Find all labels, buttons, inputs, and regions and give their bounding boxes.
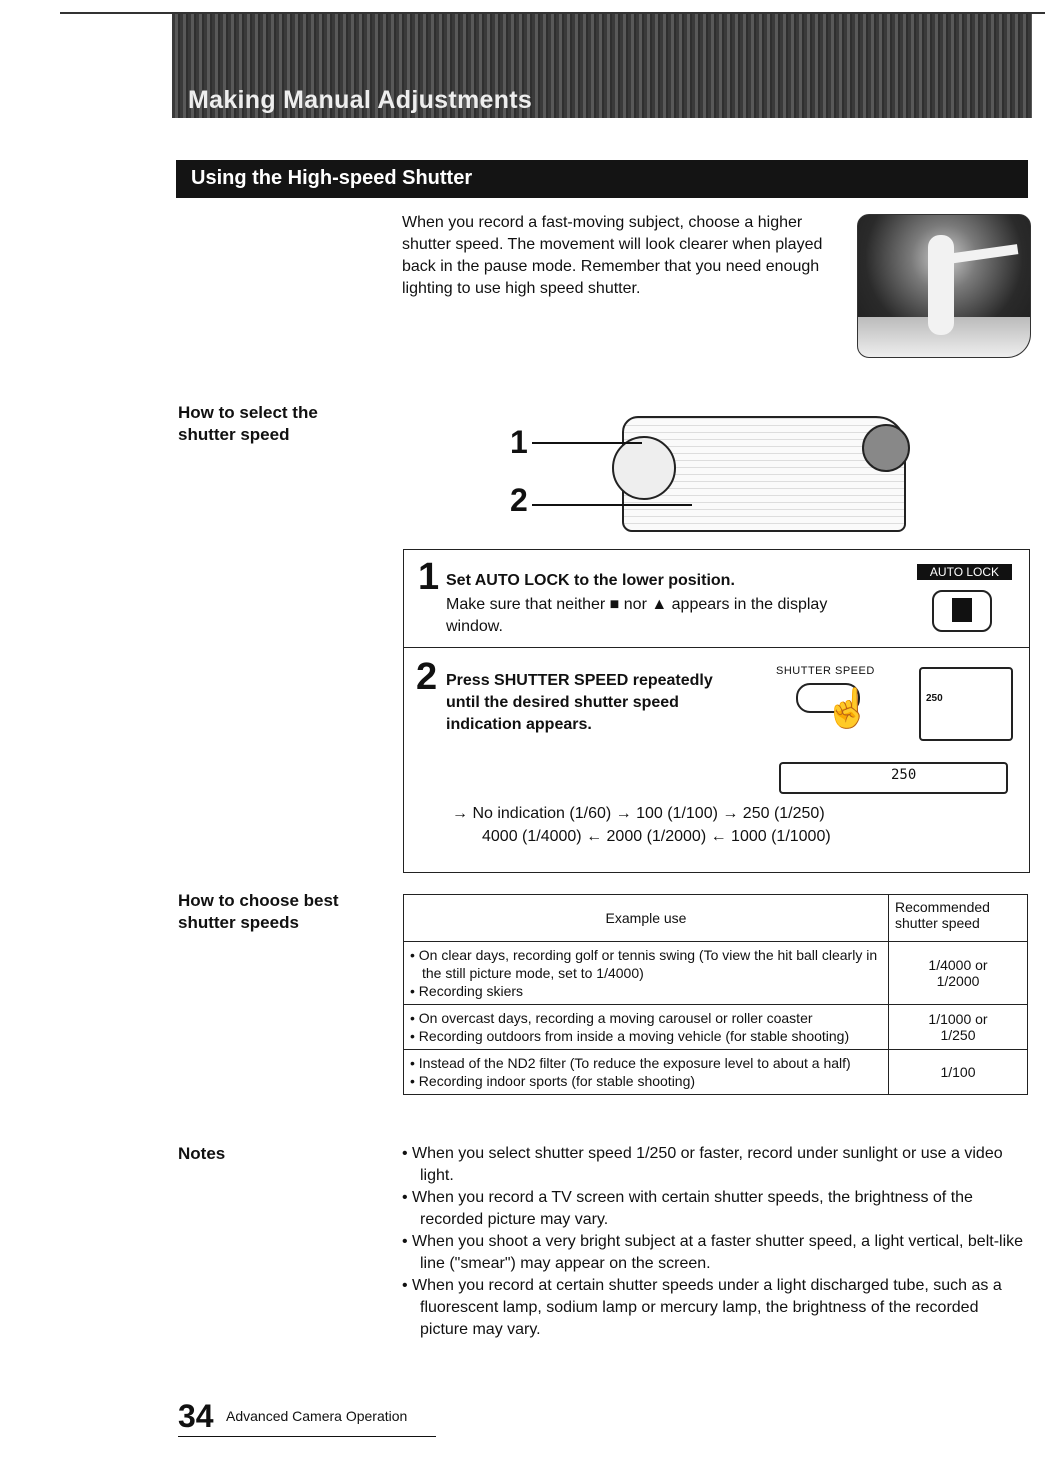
side-label-line: How to choose best	[178, 891, 339, 910]
table-cell-speed	[889, 1005, 1028, 1050]
portrait-mode-icon: ▲	[651, 596, 668, 613]
side-label-notes: Notes	[178, 1144, 226, 1163]
table-header-row	[404, 895, 1028, 942]
camera-mode-icon: ■	[609, 596, 620, 613]
cycle-line-1: → No indication (1/60) → 100 (1/100) → 250 (1/250)	[452, 805, 825, 822]
note-item: • When you record a TV screen with certain shutter speeds, the brightness of the recorded picture may vary.	[402, 1189, 973, 1228]
step-2-number: 2	[416, 656, 438, 698]
use-item: • On clear days, recording golf or tennis swing (To view the hit ball clearly in the still picture mode, set to 1/4000)	[410, 947, 878, 981]
table-row	[404, 1005, 1028, 1050]
photo-figure-arm	[948, 244, 1019, 264]
side-label-line: How to select the	[178, 403, 318, 422]
table-cell-use	[404, 1050, 889, 1095]
camcorder-illustration	[502, 406, 922, 531]
step-1-body	[446, 594, 906, 638]
shutter-speed-button-label: SHUTTER SPEED	[776, 665, 875, 677]
use-item: • Instead of the ND2 filter (To reduce the exposure level to about a half)	[410, 1055, 851, 1071]
speed-value: 1/250	[940, 1027, 976, 1043]
table-row	[404, 942, 1028, 1005]
page-footer	[178, 1398, 408, 1435]
table-header-use: Example use	[404, 895, 889, 942]
callout-1-line	[532, 442, 642, 444]
table-cell-use	[404, 942, 889, 1005]
table-cell-use	[404, 1005, 889, 1050]
shutter-speed-table	[403, 894, 1028, 1095]
step-2-title	[446, 670, 713, 736]
photo-figure	[928, 235, 954, 335]
footer-chapter: Advanced Camera Operation	[226, 1408, 408, 1424]
speed-value: 1/1000 or	[928, 1011, 988, 1027]
viewfinder-value: 250	[926, 693, 943, 704]
callout-1: 1	[510, 424, 528, 460]
step-2-title-line: indication appears.	[446, 716, 592, 733]
speed-value: 1/100	[940, 1064, 976, 1080]
step-1-text: Make sure that neither	[446, 596, 606, 613]
section-header	[176, 160, 1028, 198]
callout-2: 2	[510, 482, 528, 518]
step-2-title-line: until the desired shutter speed	[446, 694, 679, 711]
step-1-title: Set AUTO LOCK to the lower position.	[446, 572, 735, 589]
side-label-choose	[178, 890, 339, 934]
use-item: • Recording skiers	[410, 983, 524, 999]
side-label-line: shutter speeds	[178, 913, 299, 932]
step-1	[404, 550, 1029, 648]
lcd-display	[779, 762, 1008, 794]
speed-value: 1/4000 or	[928, 957, 988, 973]
note-item: • When you shoot a very bright subject at a faster shutter speed, a light vertical, belt-like line ("smear") may appear on the screen.	[402, 1233, 1024, 1272]
use-item: • Recording outdoors from inside a moving vehicle (for stable shooting)	[410, 1028, 850, 1044]
side-label-line: shutter speed	[178, 425, 290, 444]
table-cell-speed	[889, 942, 1028, 1005]
note-item: • When you select shutter speed 1/250 or faster, record under sunlight or use a video light.	[402, 1145, 1003, 1184]
step-1-text: window.	[446, 618, 503, 635]
speed-value: 1/2000	[936, 973, 980, 989]
section-title: Using the High-speed Shutter	[191, 167, 473, 189]
callout-2-line	[532, 504, 692, 506]
use-item: • On overcast days, recording a moving carousel or roller coaster	[410, 1010, 813, 1026]
page-number: 34	[178, 1398, 214, 1434]
auto-lock-switch-icon	[932, 590, 992, 632]
lcd-value: 250	[891, 767, 917, 783]
use-item: • Recording indoor sports (for stable shooting)	[410, 1073, 696, 1089]
step-1-text: appears in the display	[671, 596, 828, 613]
auto-lock-badge: AUTO LOCK	[917, 564, 1012, 580]
chapter-header	[172, 14, 1032, 118]
steps-box	[403, 549, 1030, 873]
notes-list	[402, 1143, 1027, 1341]
step-1-number: 1	[418, 556, 440, 598]
skater-photo	[857, 214, 1031, 358]
cycle-line-2: 4000 (1/4000) ← 2000 (1/2000) ← 1000 (1/1000)	[482, 828, 831, 845]
intro-paragraph: When you record a fast-moving subject, choose a higher shutter speed. The movement will look clearer when played back in the pause mode. Remember that you need enough lighting to use high speed shutter.	[402, 214, 823, 297]
side-label-select	[178, 402, 318, 446]
table-header-speed: Recommended shutter speed	[889, 895, 1028, 942]
pointing-hand-icon: ☝	[824, 688, 872, 730]
camcorder-lens	[612, 436, 676, 500]
footer-rule	[178, 1436, 436, 1437]
note-item: • When you record at certain shutter speeds under a light discharged tube, such as a fluorescent lamp, sodium lamp or mercury lamp, the brightness of the recorded picture may vary.	[402, 1277, 1002, 1338]
chapter-title: Making Manual Adjustments	[188, 86, 533, 114]
viewfinder-display	[919, 667, 1013, 741]
table-cell-speed	[889, 1050, 1028, 1095]
step-2-title-line: Press SHUTTER SPEED repeatedly	[446, 672, 713, 689]
camcorder-eyepiece	[862, 424, 910, 472]
table-row	[404, 1050, 1028, 1095]
step-1-text: nor	[623, 596, 647, 613]
